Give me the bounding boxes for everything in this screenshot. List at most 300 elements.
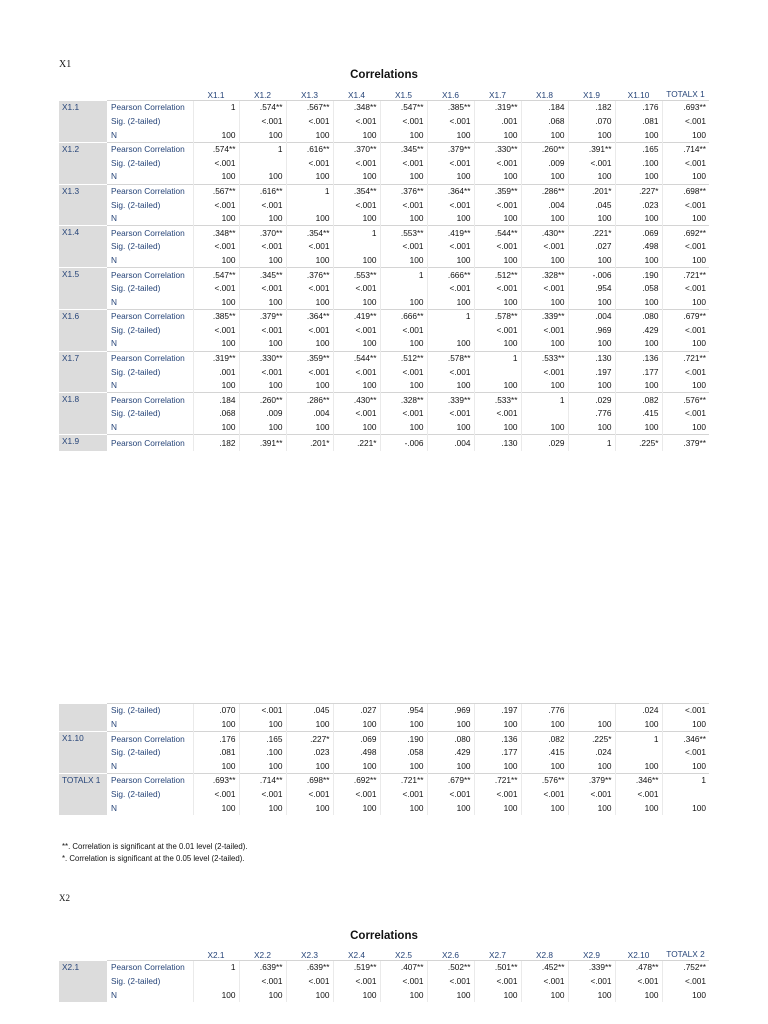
column-header: X2.8 [535, 950, 554, 960]
value-cell: .553** [380, 226, 427, 240]
value-cell: <.001 [521, 282, 568, 296]
value-cell: .379** [568, 773, 615, 787]
value-cell: .176 [615, 101, 662, 115]
value-cell: <.001 [286, 156, 333, 170]
stat-label: N [111, 338, 117, 349]
value-cell: <.001 [521, 240, 568, 254]
value-cell: <.001 [474, 156, 521, 170]
value-cell: .616** [286, 142, 333, 156]
value-cell: .027 [333, 704, 380, 718]
stat-row-n [59, 212, 709, 226]
value-cell: .023 [286, 746, 333, 760]
column-header: X2.3 [300, 950, 319, 960]
value-cell: <.001 [333, 365, 380, 379]
value-cell: .260** [239, 393, 286, 407]
value-cell: 100 [239, 421, 286, 435]
value-cell: 100 [662, 128, 709, 142]
value-cell: <.001 [427, 198, 474, 212]
value-cell: .692** [333, 773, 380, 787]
stat-row-sig [59, 282, 709, 296]
corner-cell [59, 80, 107, 101]
value-cell: 100 [615, 337, 662, 351]
value-cell: 100 [615, 212, 662, 226]
value-cell: .391** [239, 435, 286, 451]
value-cell: .190 [380, 732, 427, 746]
value-cell: .616** [239, 184, 286, 198]
stat-label: N [111, 254, 117, 265]
value-cell: 100 [333, 718, 380, 732]
value-cell: .498 [333, 746, 380, 760]
value-cell: 100 [662, 254, 709, 268]
value-cell: .136 [474, 732, 521, 746]
value-cell: 100 [380, 337, 427, 351]
value-cell: <.001 [380, 788, 427, 802]
value-cell: .130 [474, 435, 521, 451]
row-label: X1.3 [59, 184, 107, 226]
value-cell: 100 [662, 337, 709, 351]
value-cell [333, 240, 380, 254]
value-cell: 1 [615, 732, 662, 746]
value-cell: 100 [521, 759, 568, 773]
value-cell: .478** [615, 961, 662, 975]
value-cell: <.001 [239, 198, 286, 212]
value-cell: <.001 [239, 240, 286, 254]
value-cell: 100 [568, 421, 615, 435]
value-cell: <.001 [333, 282, 380, 296]
value-cell: .419** [333, 309, 380, 323]
section-label-x2: X2 [59, 893, 70, 903]
value-cell: .666** [427, 268, 474, 282]
value-cell: 100 [286, 170, 333, 184]
corner-cell [107, 940, 193, 961]
value-cell: .364** [427, 184, 474, 198]
value-cell: .004 [568, 309, 615, 323]
stat-row-n [59, 718, 709, 732]
value-cell: <.001 [193, 240, 239, 254]
stat-label: Pearson Correlation [107, 393, 193, 407]
value-cell: 100 [380, 212, 427, 226]
column-header: X1.4 [347, 90, 366, 100]
row-label: X1.7 [59, 351, 107, 393]
table-title-x2: Correlations [350, 930, 418, 942]
value-cell: .376** [380, 184, 427, 198]
value-cell: <.001 [662, 282, 709, 296]
value-cell: <.001 [521, 324, 568, 338]
value-cell: 100 [521, 170, 568, 184]
value-cell: <.001 [662, 198, 709, 212]
value-cell: 100 [333, 128, 380, 142]
value-cell: .714** [662, 142, 709, 156]
value-cell: .339** [427, 393, 474, 407]
row-label: X1.8 [59, 393, 107, 435]
stat-label: Pearson Correlation [107, 773, 193, 787]
value-cell: 100 [427, 212, 474, 226]
column-header: X2.6 [441, 950, 460, 960]
column-header: X2.9 [582, 950, 601, 960]
value-cell: 100 [662, 212, 709, 226]
value-cell: 100 [474, 801, 521, 815]
column-header: X1.3 [300, 90, 319, 100]
value-cell: .721** [662, 268, 709, 282]
value-cell: 100 [333, 759, 380, 773]
value-cell: .576** [662, 393, 709, 407]
value-cell: 100 [193, 254, 239, 268]
value-cell: .177 [474, 746, 521, 760]
value-cell: 1 [193, 101, 239, 115]
stat-label: Sig. (2-tailed) [111, 157, 161, 168]
column-header: TOTALX 2 [666, 949, 705, 959]
value-cell: 1 [427, 309, 474, 323]
value-cell: 1 [568, 435, 615, 451]
stat-row-pearson [59, 184, 709, 198]
value-cell: 100 [286, 988, 333, 1002]
value-cell: .080 [427, 732, 474, 746]
value-cell: <.001 [474, 788, 521, 802]
value-cell: <.001 [333, 407, 380, 421]
value-cell: <.001 [521, 365, 568, 379]
stat-row-sig [59, 975, 709, 989]
value-cell: <.001 [615, 975, 662, 989]
column-header: X2.2 [253, 950, 272, 960]
value-cell: .544** [474, 226, 521, 240]
value-cell: 100 [615, 128, 662, 142]
column-header: TOTALX 1 [666, 89, 705, 99]
value-cell: .286** [286, 393, 333, 407]
value-cell: .666** [380, 309, 427, 323]
value-cell [474, 365, 521, 379]
stat-label: N [111, 802, 117, 813]
stat-row-n [59, 759, 709, 773]
value-cell: <.001 [615, 788, 662, 802]
value-cell: .502** [427, 961, 474, 975]
value-cell: <.001 [193, 788, 239, 802]
stat-label: N [111, 718, 117, 729]
stat-row-pearson [59, 309, 709, 323]
value-cell: 100 [615, 759, 662, 773]
value-cell: .225* [615, 435, 662, 451]
value-cell: .512** [474, 268, 521, 282]
value-cell: <.001 [286, 788, 333, 802]
stat-row-n [59, 801, 709, 815]
value-cell: 100 [380, 759, 427, 773]
value-cell: .165 [239, 732, 286, 746]
value-cell: <.001 [662, 240, 709, 254]
value-cell: .197 [474, 704, 521, 718]
value-cell: .379** [662, 435, 709, 451]
value-cell: <.001 [239, 282, 286, 296]
value-cell: .721** [662, 351, 709, 365]
value-cell: 100 [568, 379, 615, 393]
stat-label: Sig. (2-tailed) [111, 408, 161, 419]
value-cell: <.001 [380, 115, 427, 129]
value-cell: .776 [521, 704, 568, 718]
value-cell: <.001 [380, 240, 427, 254]
value-cell: 100 [193, 337, 239, 351]
value-cell: <.001 [193, 324, 239, 338]
value-cell: 100 [333, 254, 380, 268]
value-cell: .354** [286, 226, 333, 240]
value-cell: 100 [568, 170, 615, 184]
value-cell: .197 [568, 365, 615, 379]
stat-label: Pearson Correlation [107, 309, 193, 323]
value-cell: 100 [239, 212, 286, 226]
value-cell: .954 [380, 704, 427, 718]
value-cell: 100 [193, 759, 239, 773]
value-cell: .027 [568, 240, 615, 254]
stat-row-n [59, 988, 709, 1002]
value-cell: 100 [662, 988, 709, 1002]
value-cell: 100 [568, 254, 615, 268]
value-cell: <.001 [521, 788, 568, 802]
column-header: X2.10 [627, 950, 650, 960]
value-cell: <.001 [427, 365, 474, 379]
table-title-x1: Correlations [350, 69, 418, 81]
value-cell: <.001 [333, 788, 380, 802]
value-cell: 100 [427, 170, 474, 184]
value-cell: 100 [662, 295, 709, 309]
row-label: TOTALX 1 [59, 773, 107, 814]
value-cell: .547** [193, 268, 239, 282]
value-cell: .319** [193, 351, 239, 365]
value-cell: .004 [521, 198, 568, 212]
value-cell: 100 [427, 379, 474, 393]
value-cell: .370** [239, 226, 286, 240]
stat-row-pearson [59, 101, 709, 115]
value-cell: .553** [333, 268, 380, 282]
value-cell: 100 [521, 337, 568, 351]
value-cell: 1 [239, 142, 286, 156]
value-cell: .693** [662, 101, 709, 115]
value-cell: -.006 [380, 435, 427, 451]
value-cell: .045 [568, 198, 615, 212]
corner-cell [107, 80, 193, 101]
value-cell: .024 [568, 746, 615, 760]
value-cell: <.001 [427, 240, 474, 254]
value-cell: .182 [193, 435, 239, 451]
value-cell: <.001 [427, 975, 474, 989]
value-cell: <.001 [662, 324, 709, 338]
value-cell: .081 [615, 115, 662, 129]
value-cell: .082 [521, 732, 568, 746]
value-cell: .429 [615, 324, 662, 338]
column-header: X1.8 [535, 90, 554, 100]
column-header: X1.6 [441, 90, 460, 100]
column-header: X1.9 [582, 90, 601, 100]
value-cell: <.001 [521, 975, 568, 989]
column-header: X1.10 [627, 90, 650, 100]
value-cell: 100 [521, 988, 568, 1002]
value-cell: 100 [568, 801, 615, 815]
stat-label: Sig. (2-tailed) [111, 283, 161, 294]
value-cell: <.001 [662, 365, 709, 379]
value-cell: .184 [521, 101, 568, 115]
value-cell: .260** [521, 142, 568, 156]
value-cell: .698** [286, 773, 333, 787]
stat-label: Sig. (2-tailed) [111, 366, 161, 377]
stat-label: Sig. (2-tailed) [111, 788, 161, 799]
value-cell: .721** [380, 773, 427, 787]
column-header: X1.2 [253, 90, 272, 100]
value-cell: <.001 [239, 324, 286, 338]
value-cell: <.001 [474, 324, 521, 338]
value-cell: 100 [474, 379, 521, 393]
value-cell: <.001 [474, 975, 521, 989]
value-cell: 100 [662, 170, 709, 184]
value-cell: <.001 [474, 240, 521, 254]
value-cell: <.001 [333, 975, 380, 989]
value-cell: 100 [239, 718, 286, 732]
row-label: X2.1 [59, 961, 107, 1002]
value-cell: <.001 [239, 115, 286, 129]
stat-row-pearson [59, 961, 709, 975]
value-cell: .578** [474, 309, 521, 323]
value-cell: 100 [427, 295, 474, 309]
value-cell: <.001 [474, 198, 521, 212]
stat-row-pearson [59, 435, 709, 451]
value-cell: .286** [521, 184, 568, 198]
stat-label: N [111, 422, 117, 433]
value-cell: 100 [193, 718, 239, 732]
value-cell: .533** [521, 351, 568, 365]
value-cell: 100 [521, 421, 568, 435]
value-cell: 100 [239, 801, 286, 815]
value-cell: 1 [474, 351, 521, 365]
value-cell: .698** [662, 184, 709, 198]
value-cell: 100 [380, 801, 427, 815]
value-cell: 100 [615, 254, 662, 268]
value-cell: 100 [286, 128, 333, 142]
value-cell [380, 282, 427, 296]
value-cell: .346** [662, 732, 709, 746]
value-cell: .081 [193, 746, 239, 760]
value-cell: 100 [286, 212, 333, 226]
value-cell: 100 [427, 718, 474, 732]
value-cell [427, 324, 474, 338]
value-cell: .184 [193, 393, 239, 407]
stat-label: Sig. (2-tailed) [107, 704, 193, 718]
value-cell: 100 [568, 759, 615, 773]
value-cell: 100 [286, 295, 333, 309]
value-cell: 1 [286, 184, 333, 198]
value-cell: 100 [474, 988, 521, 1002]
stat-row-sig [59, 115, 709, 129]
value-cell: .068 [521, 115, 568, 129]
value-cell: 100 [427, 254, 474, 268]
value-cell: 100 [286, 379, 333, 393]
value-cell: .501** [474, 961, 521, 975]
footnote-005: *. Correlation is significant at the 0.05 level (2-tailed). [62, 854, 245, 863]
value-cell: .379** [427, 142, 474, 156]
value-cell [239, 156, 286, 170]
value-cell: <.001 [427, 156, 474, 170]
column-header: X1.7 [488, 90, 507, 100]
stat-row-n [59, 421, 709, 435]
value-cell: .364** [286, 309, 333, 323]
corner-cell [59, 940, 107, 961]
value-cell: 100 [286, 801, 333, 815]
value-cell: 100 [286, 759, 333, 773]
value-cell: 100 [427, 421, 474, 435]
value-cell: 100 [333, 295, 380, 309]
column-header: X2.4 [347, 950, 366, 960]
value-cell: 100 [239, 337, 286, 351]
value-cell: 1 [380, 268, 427, 282]
value-cell: .578** [427, 351, 474, 365]
stat-row-sig [59, 704, 709, 718]
value-cell: <.001 [286, 282, 333, 296]
value-cell: 100 [427, 337, 474, 351]
value-cell: .348** [333, 101, 380, 115]
value-cell: <.001 [427, 407, 474, 421]
row-label: X1.10 [59, 732, 107, 774]
value-cell: 100 [615, 170, 662, 184]
value-cell: .969 [568, 324, 615, 338]
value-cell: .225* [568, 732, 615, 746]
value-cell: 100 [427, 801, 474, 815]
value-cell: <.001 [239, 365, 286, 379]
value-cell: .339** [521, 309, 568, 323]
value-cell: .385** [193, 309, 239, 323]
value-cell: .639** [286, 961, 333, 975]
value-cell: .190 [615, 268, 662, 282]
value-cell: .176 [193, 732, 239, 746]
value-cell [662, 788, 709, 802]
value-cell: .498 [615, 240, 662, 254]
column-header: X2.1 [207, 950, 225, 960]
value-cell: .574** [193, 142, 239, 156]
value-cell: 100 [662, 379, 709, 393]
value-cell: .533** [474, 393, 521, 407]
stat-row-n [59, 254, 709, 268]
value-cell: 100 [239, 254, 286, 268]
value-cell: 100 [521, 295, 568, 309]
value-cell: 100 [474, 128, 521, 142]
value-cell: <.001 [427, 282, 474, 296]
value-cell: <.001 [474, 282, 521, 296]
stat-label: Sig. (2-tailed) [111, 747, 161, 758]
value-cell: 100 [427, 128, 474, 142]
value-cell: 100 [615, 718, 662, 732]
value-cell: 100 [427, 988, 474, 1002]
column-header: X1.5 [394, 90, 413, 100]
value-cell [568, 704, 615, 718]
value-cell: 100 [568, 718, 615, 732]
value-cell: 100 [615, 988, 662, 1002]
value-cell: 100 [193, 801, 239, 815]
value-cell: <.001 [662, 975, 709, 989]
value-cell: 100 [333, 337, 380, 351]
stat-row-pearson [59, 226, 709, 240]
value-cell: .430** [333, 393, 380, 407]
value-cell: 100 [568, 337, 615, 351]
value-cell: .379** [239, 309, 286, 323]
value-cell: 100 [380, 718, 427, 732]
stat-label: Pearson Correlation [107, 961, 193, 975]
value-cell: <.001 [286, 365, 333, 379]
value-cell: .391** [568, 142, 615, 156]
value-cell: .004 [427, 435, 474, 451]
value-cell: .165 [615, 142, 662, 156]
value-cell: .430** [521, 226, 568, 240]
correlations-table-x1 [59, 80, 709, 451]
row-label: X1.4 [59, 226, 107, 268]
row-label: X1.6 [59, 309, 107, 351]
value-cell: <.001 [286, 975, 333, 989]
stat-row-pearson [59, 142, 709, 156]
value-cell: 100 [239, 128, 286, 142]
value-cell [286, 198, 333, 212]
value-cell: .177 [615, 365, 662, 379]
